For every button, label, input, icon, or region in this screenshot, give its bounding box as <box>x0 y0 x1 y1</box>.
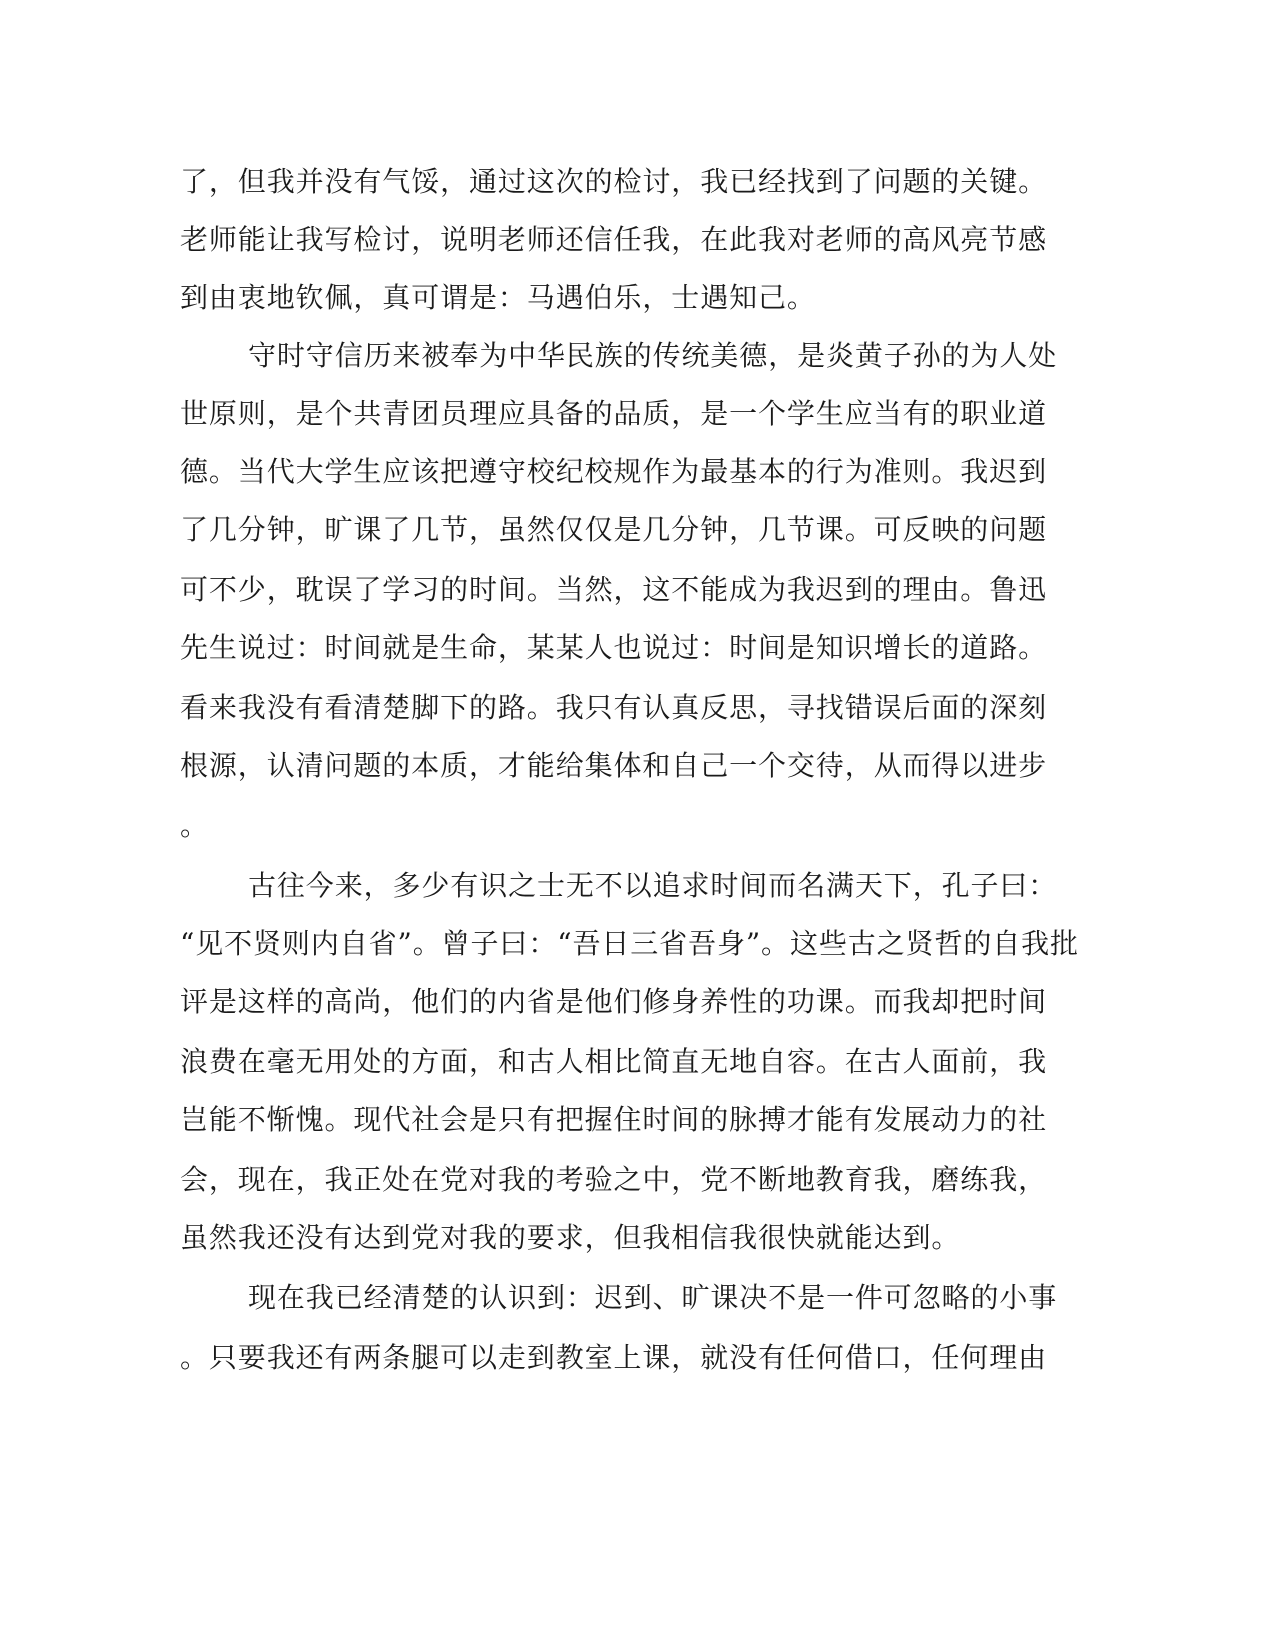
text-line: “见不贤则内自省”。曾子曰：“吾日三省吾身”。这些古之贤哲的自我批 <box>180 927 1079 960</box>
text-line: 岂能不惭愧。现代社会是只有把握住时间的脉搏才能有发展动力的社 <box>180 1103 1048 1136</box>
text-line: 。 <box>180 809 209 842</box>
text-line: 浪费在毫无用处的方面，和古人相比简直无地自容。在古人面前，我 <box>180 1045 1048 1078</box>
text-line: 德。当代大学生应该把遵守校纪校规作为最基本的行为准则。我迟到 <box>180 455 1048 488</box>
text-line: 。只要我还有两条腿可以走到教室上课，就没有任何借口，任何理由 <box>180 1341 1048 1374</box>
text-line: 看来我没有看清楚脚下的路。我只有认真反思，寻找错误后面的深刻 <box>180 691 1048 724</box>
text-line: 世原则，是个共青团员理应具备的品质，是一个学生应当有的职业道 <box>180 397 1048 430</box>
text-line: 评是这样的高尚，他们的内省是他们修身养性的功课。而我却把时间 <box>180 985 1048 1018</box>
text-line: 了几分钟，旷课了几节，虽然仅仅是几分钟，几节课。可反映的问题 <box>180 513 1048 546</box>
text-line: 虽然我还没有达到党对我的要求，但我相信我很快就能达到。 <box>180 1221 961 1254</box>
text-line: 守时守信历来被奉为中华民族的传统美德，是炎黄子孙的为人处 <box>248 339 1058 372</box>
text-line: 到由衷地钦佩，真可谓是：马遇伯乐，士遇知己。 <box>180 281 816 314</box>
text-line: 现在我已经清楚的认识到：迟到、旷课决不是一件可忽略的小事 <box>248 1281 1058 1314</box>
text-line: 了，但我并没有气馁，通过这次的检讨，我已经找到了问题的关键。 <box>180 165 1048 198</box>
text-line: 根源，认清问题的本质，才能给集体和自己一个交待，从而得以进步 <box>180 749 1048 782</box>
text-line: 古往今来，多少有识之士无不以追求时间而名满天下，孔子曰： <box>248 869 1058 902</box>
text-line: 可不少，耽误了学习的时间。当然，这不能成为我迟到的理由。鲁迅 <box>180 573 1048 606</box>
text-line: 老师能让我写检讨，说明老师还信任我，在此我对老师的高风亮节感 <box>180 223 1048 256</box>
text-line: 会，现在，我正处在党对我的考验之中，党不断地教育我，磨练我， <box>180 1163 1048 1196</box>
text-line: 先生说过：时间就是生命，某某人也说过：时间是知识增长的道路。 <box>180 631 1048 664</box>
